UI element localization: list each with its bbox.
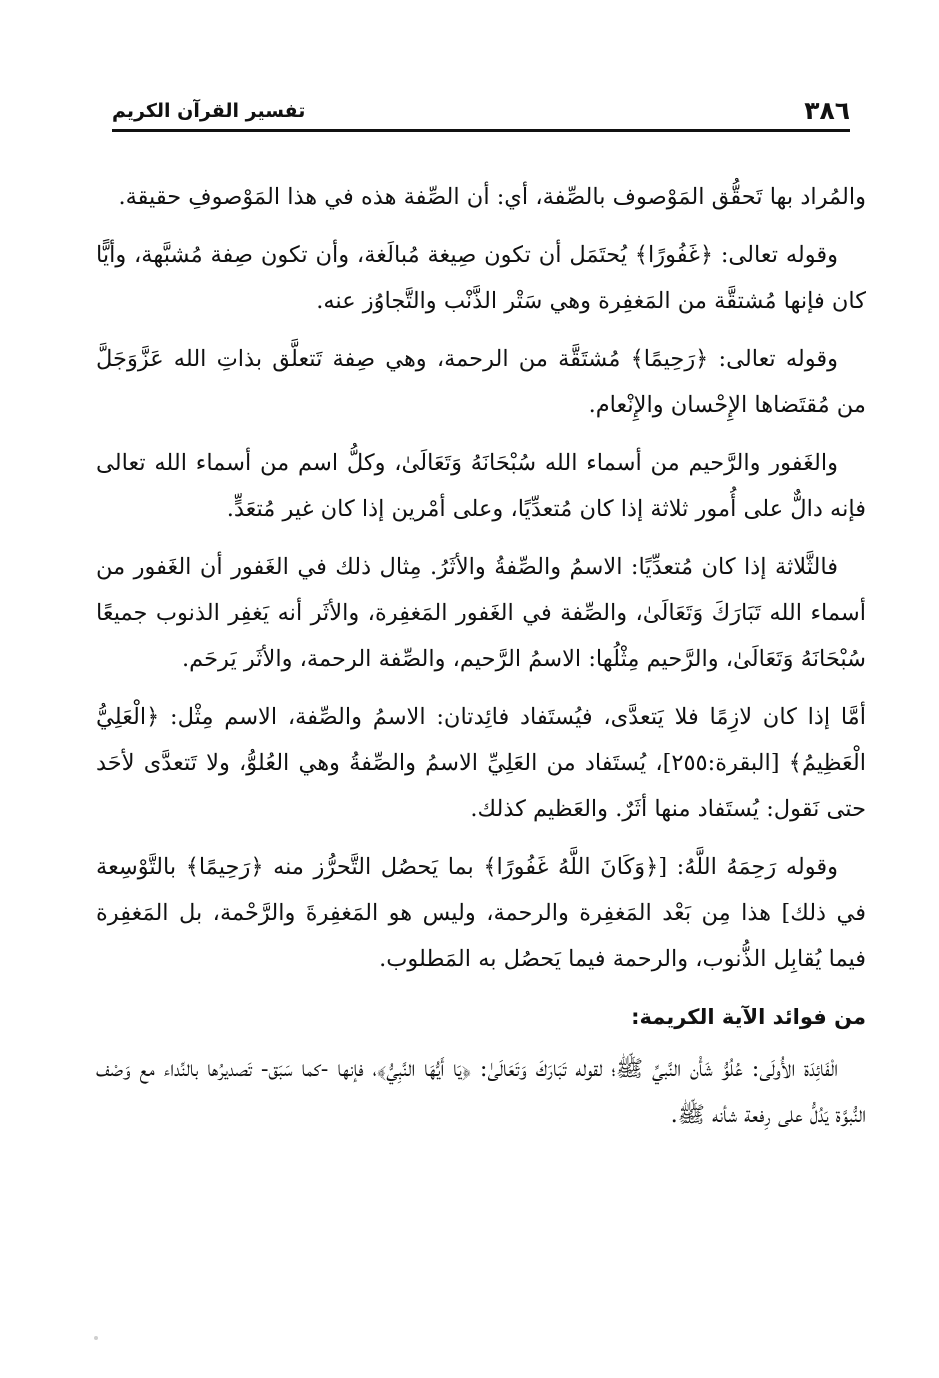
paragraph-transitive-names: فالثَّلاثة إذا كان مُتعدِّيًا: الاسمُ والصِّفةُ والأثَرُ. مِثال ذلك في الغَفور أن الغَفور من أسماء الله تَبَارَكَ وَتَعَالَىٰ، والصِّفة في الغَفور المَغفِرة، والأثَر أنه يَغفِر الذنوب جميعًا سُبْحَانَهُ وَتَعَالَىٰ، والرَّحيم مِثْلُها: الاسمُ الرَّحيم، والصِّفة الرحمة، والأثَر يَرحَم. <box>96 554 866 672</box>
paragraph-names-of-allah: والغَفور والرَّحيم من أسماء الله سُبْحَانَهُ وَتَعَالَىٰ، وكلُّ اسم من أسماء الله تعالى فإنه دالٌّ على أُمور ثلاثة إذا كان مُتعدِّيًا، وعلى أمْرين إذا كان غير مُتعَدٍّ. <box>96 450 866 522</box>
paragraph-intransitive-names: أمَّا إذا كان لازِمًا فلا يَتعدَّى، فيُستَفاد فائِدتان: الاسمُ والصِّفة، الاسم مِثْل: ﴿الْعَلِيُّ الْعَظِيمُ﴾ [البقرة:٢٥٥]، يُستَفاد من العَلِيِّ الاسمُ والصِّفةُ وهي العُلوُّ، ولا تَتعدَّى لأحَد حتى نَقول: يُستَفاد منها أثَرٌ. والعَظيم كذلك. <box>96 704 867 822</box>
paragraph-author-quote: وقوله رَحِمَهُ اللَّهُ: [﴿وَكَانَ اللَّهُ غَفُورًا﴾ بما يَحصُل التَّحرُّز منه ﴿رَحِيمًا﴾ بالتَّوْسِعة في ذلك] هذا مِن بَعْد المَغفِرة والرحمة، وليس هو المَغفِرةَ والرَّحْمة، بل المَغفِرة فيما يُقابِل الذُّنوب، والرحمة فيما يَحصُل به المَطلوب. <box>96 854 866 972</box>
page-body <box>96 174 866 1150</box>
page-speck <box>94 1336 98 1340</box>
paragraph-meaning-of-attribute: والمُراد بها تَحقُّق المَوْصوف بالصِّفة، أي: أن الصِّفة هذه في هذا المَوْصوفِ حقيقة. <box>118 184 866 210</box>
running-title: تفسير القرآن الكريم <box>112 100 306 122</box>
paragraph-ghafur: وقوله تعالى: ﴿غَفُورًا﴾ يُحتَمَل أن تكون صِيغة مُبالَغة، وأن تكون صِفة مُشبَّهة، وأيًّا كان فإنها مُشتقَّة من المَغفِرة وهي سَتْر الذَّنْب والتَّجاوُز عنه. <box>96 242 866 314</box>
header-rule <box>112 129 850 132</box>
paragraph-first-benefit: الْفَائِدَة الأُولَى: عُلُوُّ شَأْن النَّبيِّ ﷺ؛ لقوله تَبَارَكَ وَتَعَالَىٰ: ﴿يَا أَيُّهَا النَّبِيُّ﴾، فإنها -كما سَبَق- تَصديرُها بالنِّداء مع وَصْف النُّبوَّة يَدُلُّ على رِفعة شأنه ﷺ. <box>96 1056 866 1128</box>
section-heading: من فوائد الآية الكريمة: <box>631 1005 866 1029</box>
page-header <box>112 90 850 126</box>
paragraph-rahim: وقوله تعالى: ﴿رَحِيمًا﴾ مُشتَقَّة من الرحمة، وهي صِفة تَتعلَّق بذاتِ الله عَزَّوَجَلَّ من مُقتَضاها الإِحْسان والإِنْعام. <box>96 346 866 418</box>
page-number: ٣٨٦ <box>804 96 850 125</box>
